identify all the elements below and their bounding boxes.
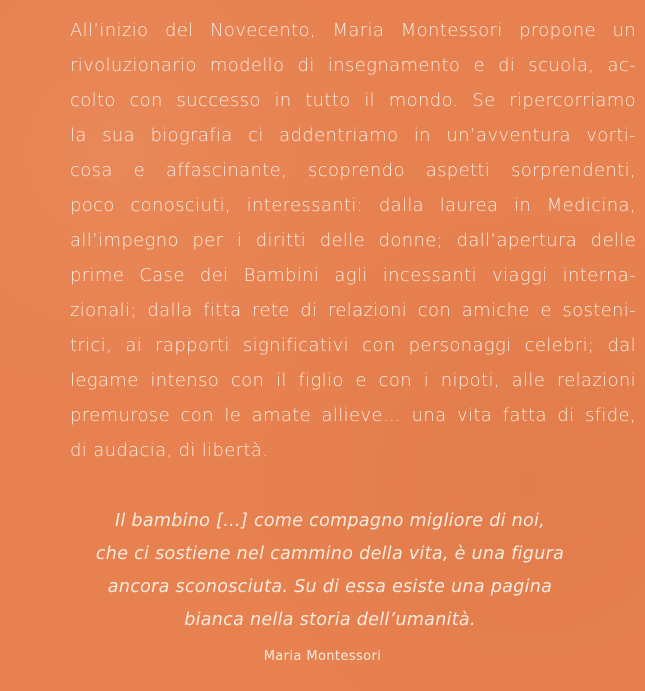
synopsis-line: rivoluzionario modello di insegnamento e di scuola, ac- (70, 55, 636, 76)
synopsis-line: trici, ai rapporti significativi con personaggi celebri; dal (70, 335, 636, 356)
synopsis-line: zionali; dalla fitta rete di relazioni con amiche e sosteni- (70, 300, 636, 321)
synopsis-line: colto con successo in tutto il mondo. Se ripercorriamo (70, 90, 636, 111)
synopsis-line: poco conosciuti, interessanti: dalla laurea in Medicina, (70, 195, 636, 216)
synopsis-line: legame intenso con il figlio e con i nipoti, alle relazioni (70, 370, 636, 391)
synopsis-line: la sua biografia ci addentriamo in un’avventura vorti- (70, 125, 636, 146)
quote-line: che ci sostiene nel cammino della vita, è una figura (95, 544, 565, 564)
synopsis-line: premurose con le amate allieve… una vita fatta di sfide, (70, 405, 636, 426)
synopsis-line: All’inizio del Novecento, Maria Montessori propone un (70, 20, 636, 41)
synopsis-line: di audacia, di libertà. (70, 440, 269, 461)
synopsis-line: prime Case dei Bambini agli incessanti viaggi interna- (70, 265, 636, 286)
quote-line: ancora sconosciuta. Su di essa esiste una pagina (107, 577, 553, 597)
synopsis-line: cosa e affascinante, scoprendo aspetti sorprendenti, (70, 160, 636, 181)
synopsis-line: all’impegno per i diritti delle donne; dall’apertura delle (70, 230, 636, 251)
quote-line: Il bambino […] come compagno migliore di noi, (114, 511, 546, 531)
quote-line: bianca nella storia dell’umanità. (184, 610, 476, 630)
synopsis-paragraph (70, 13, 636, 468)
quote-author: Maria Montessori (263, 649, 382, 664)
epigraph-quote (40, 505, 620, 637)
